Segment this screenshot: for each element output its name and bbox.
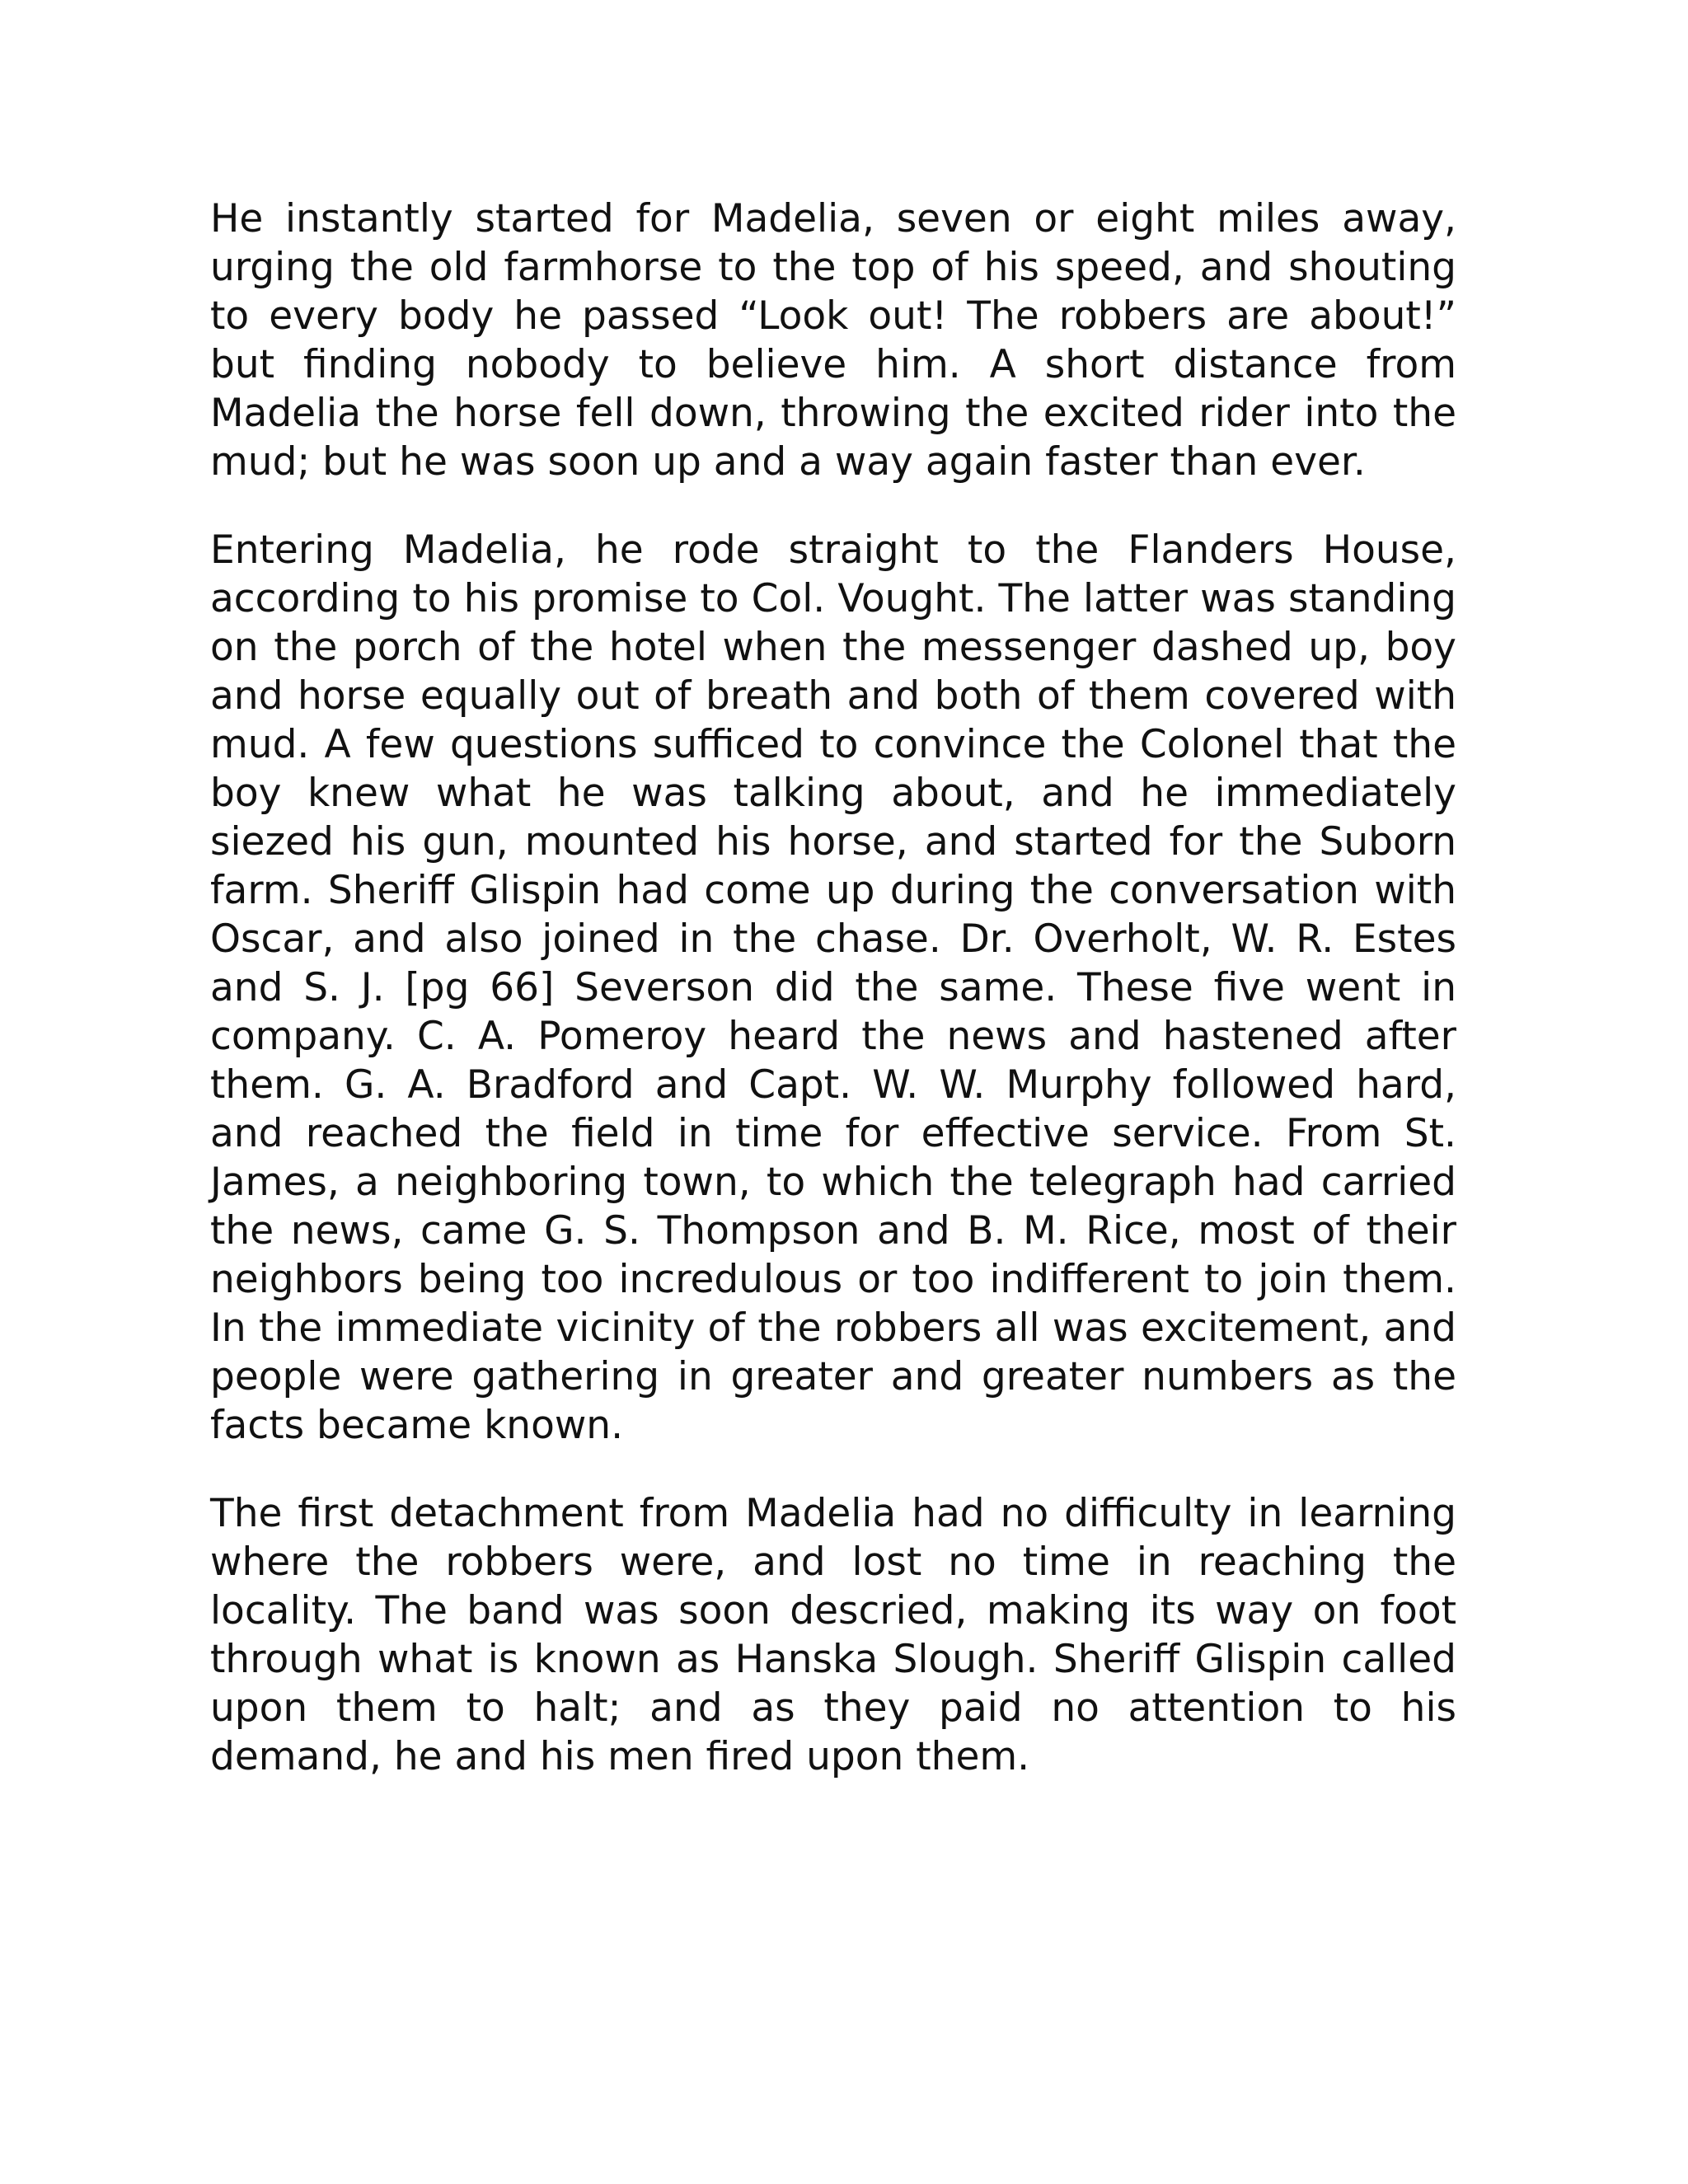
- paragraph-3: The first detachment from Madelia had no difficulty in learning where the robbers were, and lost no time in reaching the locality. The band was soon descried, making its way on foot through what is known as Hanska Slough. Sheriff Glispin called upon them to halt; and as they paid no attention to his demand, he and his men fired upon them.: [210, 1491, 1456, 1779]
- body-text: [210, 194, 1456, 1781]
- paragraph-1: He instantly started for Madelia, seven or eight miles away, urging the old farmhorse to the top of his speed, and shouting to every body he passed “Look out! The robbers are about!” but finding nobody to believe him. A short distance from Madelia the horse fell down, throwing the excited rider into the mud; but he was soon up and a way again faster than ever.: [210, 196, 1456, 485]
- paragraph-2: Entering Madelia, he rode straight to the Flanders House, according to his promise to Col. Vought. The latter was standing on the porch of the hotel when the messenger dashed up, boy and horse equally out of breath and both of them covered with mud. A few questions sufficed to convince the Colonel that the boy knew what he was talking about, and he immediately siezed his gun, mounted his horse, and started for the Suborn farm. Sheriff Glispin had come up during the conversation with Oscar, and also joined in the chase. Dr. Overholt, W. R. Estes and S. J. [pg 66] Severson did the same. These five went in company. C. A. Pomeroy heard the news and hastened after them. G. A. Bradford and Capt. W. W. Murphy followed hard, and reached the field in time for effective service. From St. James, a neighboring town, to which the telegraph had carried the news, came G. S. Thompson and B. M. Rice, most of their neighbors being too incredulous or too indifferent to join them. In the immediate vicinity of the robbers all was excitement, and people were gathering in greater and greater numbers as the facts became known.: [210, 527, 1456, 1448]
